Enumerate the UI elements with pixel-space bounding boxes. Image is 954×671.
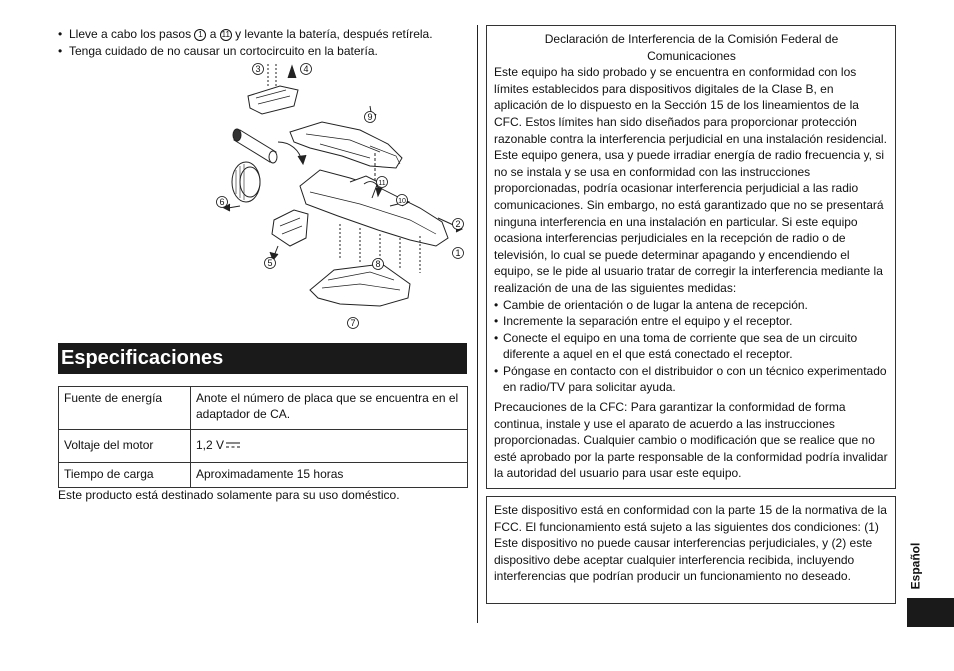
step-text: y levante la batería, después retírela. <box>231 27 433 41</box>
svg-text:9: 9 <box>367 112 373 122</box>
list-item: • Póngase en contacto con el distribuidor o con un técnico experimentado en radio/TV para solicitar ayuda. <box>494 363 889 396</box>
table-row <box>59 430 468 463</box>
household-use-note: Este producto está destinado solamente para su uso doméstico. <box>58 488 400 502</box>
svg-text:3: 3 <box>255 64 261 74</box>
language-tab-marker <box>907 598 954 627</box>
spec-value: 1,2 V <box>196 438 225 452</box>
svg-text:7: 7 <box>350 318 356 328</box>
battery-removal-diagram <box>210 58 472 336</box>
specifications-heading: Especificaciones <box>58 343 467 374</box>
svg-text:10: 10 <box>398 198 406 205</box>
svg-text:5: 5 <box>267 258 273 268</box>
language-label <box>906 538 926 594</box>
spec-value: Anote el número de placa que se encuentra en el adaptador de CA. <box>191 387 468 430</box>
fcc-interference-statement <box>486 25 896 489</box>
spec-value: Aproximadamente 15 horas <box>191 463 468 488</box>
svg-text:4: 4 <box>303 64 309 74</box>
specifications-table <box>58 386 468 488</box>
callout-2 <box>453 219 464 230</box>
svg-text:6: 6 <box>219 197 225 207</box>
fcc-title: Declaración de Interferencia de la Comisión Federal de Comunicaciones <box>544 32 839 63</box>
list-item: • Cambie de orientación o de lugar la antena de recepción. <box>494 297 889 314</box>
svg-text:2: 2 <box>455 219 461 229</box>
fcc-caution: Precauciones de la CFC: Para garantizar la conformidad de forma continua, instale y use el aparato de acuerdo a las instrucciones proporcionadas. Cualquier cambio o modificación que se realice que no esté aprobado por la parte responsable de la conformidad podría invalidar la autoridad del usuario para usar este equipo. <box>494 400 888 481</box>
fcc-measures-list <box>494 297 889 397</box>
spec-value-cell <box>191 430 468 463</box>
callout-4 <box>301 64 312 75</box>
spec-label: Tiempo de carga <box>59 463 191 488</box>
part15-text: Este dispositivo está en conformidad con la parte 15 de la normativa de la FCC. El funcionamiento está sujeto a las siguientes dos condiciones: (1) Este dispositivo no puede causar interferencias perjudiciales, y (2) este dispositivo debe aceptar cualquier interferencia recibida, incluyendo interferencias que podrían producir un funcionamiento no deseado. <box>494 503 887 584</box>
removal-step-item <box>58 26 468 43</box>
callout-7 <box>348 318 359 329</box>
callout-10 <box>397 195 408 206</box>
spec-label: Fuente de energía <box>59 387 191 430</box>
callout-8 <box>373 259 384 270</box>
callout-11 <box>377 177 388 188</box>
callout-5 <box>265 258 276 269</box>
callout-3 <box>253 64 264 75</box>
step-number-badge: 1 <box>194 29 206 41</box>
table-row <box>59 463 468 488</box>
fcc-body: Este equipo ha sido probado y se encuentra en conformidad con los límites establecidos para dispositivos digitales de la Clase B, en aplicación de lo dispuesto en la Sección 15 de los lineamientos de la CFC. Estos límites han sido diseñados para proporcionar protección razonable contra la interferencia perjudicial en una instalación residencial. Este equipo genera, usa y puede irradiar energía de radio frecuencia y, si no se instala y se usa en conformidad con las instrucciones proporcionadas, podría ocasionar interferencia perjudicial a las radio comunicaciones. Sin embargo, no está garantizado que no se presentará ninguna interferencia en una instalación en particular. Si este equipo ocasiona interferencias perjudiciales en la recepción de radio o de televisión, lo cual se puede determinar apagando y encendiendo el equipo, se le pide al usuario tratar de corregir la interferencia mediante la realización de una de las siguientes medidas: <box>494 65 887 295</box>
callout-9 <box>365 112 376 123</box>
list-item: • Conecte el equipo en una toma de corriente que sea de un circuito diferente a aquel en el que está conectado el receptor. <box>494 330 889 363</box>
step-text: a <box>206 27 220 41</box>
part15-compliance-statement <box>486 496 896 604</box>
dc-symbol-icon <box>226 442 240 448</box>
svg-text:11: 11 <box>378 180 386 187</box>
step-number-badge: 11 <box>221 30 230 39</box>
step-text: Lleve a cabo los pasos <box>69 27 195 41</box>
svg-text:8: 8 <box>375 259 381 269</box>
callout-1 <box>453 248 464 259</box>
table-row <box>59 387 468 430</box>
column-divider <box>477 25 478 623</box>
callout-6 <box>217 197 228 208</box>
removal-steps-list <box>58 26 468 59</box>
list-item: • Incremente la separación entre el equipo y el receptor. <box>494 313 889 330</box>
language-label-text: Español <box>908 542 923 590</box>
svg-text:1: 1 <box>455 248 461 258</box>
diagram-svg <box>210 58 472 336</box>
spec-label: Voltaje del motor <box>59 430 191 463</box>
removal-step-item: • Tenga cuidado de no causar un cortocircuito en la batería. <box>58 43 468 60</box>
